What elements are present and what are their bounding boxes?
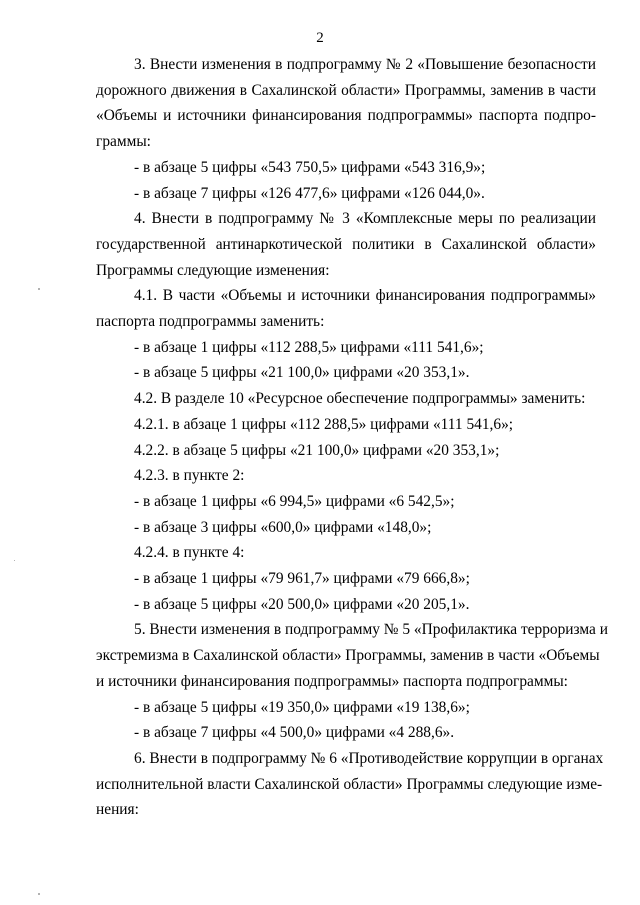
- paragraph-item-4: [96, 206, 596, 283]
- paragraph-line: паспорта подпрограммы заменить:: [96, 313, 325, 331]
- paragraph-item-5: [96, 617, 608, 694]
- paragraph-item-4-2-1: 4.2.1. в абзаце 1 цифры «112 288,5» цифрами «111 541,6»;: [134, 415, 514, 433]
- paragraph-line: Программы следующие изменения:: [96, 261, 330, 279]
- paragraph-item-4-2: 4.2. В разделе 10 «Ресурсное обеспечение подпрограммы» заменить:: [134, 390, 586, 408]
- paragraph-item-6: [96, 746, 604, 823]
- bullet-item: - в абзаце 1 цифры «79 961,7» цифрами «79 666,8»;: [134, 570, 470, 588]
- paragraph-item-4-2-3: 4.2.3. в пункте 2:: [134, 467, 245, 485]
- bullet-item: - в абзаце 5 цифры «543 750,5» цифрами «543 316,9»;: [134, 158, 486, 176]
- paragraph-line: 3. Внести изменения в подпрограмму № 2 «Повышение безопасности: [134, 56, 596, 73]
- bullet-item: - в абзаце 7 цифры «126 477,6» цифрами «126 044,0».: [134, 184, 485, 202]
- paragraph-line: дорожного движения в Сахалинской области» Программы, заменив в части: [96, 81, 596, 99]
- paragraph-item-3: [96, 52, 596, 155]
- paragraph-line: «Объемы и источники финансирования подпрограммы» паспорта подпро-: [96, 107, 596, 125]
- bullet-item: - в абзаце 5 цифры «21 100,0» цифрами «20 353,1».: [134, 364, 470, 382]
- paragraph-line: 4.1. В части «Объемы и источники финансирования подпрограммы»: [134, 287, 596, 305]
- paragraph-line: государственной антинаркотической политики в Сахалинской области»: [96, 235, 596, 253]
- paragraph-line: 5. Внести изменения в подпрограмму № 5 «Профилактика терроризма и: [134, 621, 608, 639]
- paragraph-line: нения:: [96, 801, 139, 819]
- bullet-item: - в абзаце 1 цифры «112 288,5» цифрами «111 541,6»;: [134, 338, 484, 356]
- bullet-item: - в абзаце 5 цифры «19 350,0» цифрами «19 138,6»;: [134, 698, 470, 716]
- paragraph-item-4-2-4: 4.2.4. в пункте 4:: [134, 544, 245, 562]
- paragraph-line: экстремизма в Сахалинской области» Программы, заменив в части «Объемы: [96, 647, 600, 665]
- paragraph-item-4-1: [96, 283, 596, 334]
- bullet-item: - в абзаце 1 цифры «6 994,5» цифрами «6 542,5»;: [134, 492, 455, 510]
- scan-speck: [38, 893, 40, 895]
- paragraph-item-4-2-2: 4.2.2. в абзаце 5 цифры «21 100,0» цифрами «20 353,1»;: [134, 441, 500, 459]
- paragraph-line: 4. Внести в подпрограмму № 3 «Комплексные меры по реализации: [134, 210, 596, 228]
- page-number: 2: [316, 30, 324, 46]
- paragraph-line: граммы:: [96, 133, 151, 151]
- bullet-item: - в абзаце 7 цифры «4 500,0» цифрами «4 288,6».: [134, 724, 455, 742]
- document-body: [96, 52, 608, 823]
- scan-speck: [38, 288, 40, 290]
- bullet-item: - в абзаце 3 цифры «600,0» цифрами «148,0»;: [134, 518, 432, 536]
- paragraph-line: 6. Внести в подпрограмму № 6 «Противодействие коррупции в органах: [134, 749, 604, 767]
- bullet-item: - в абзаце 5 цифры «20 500,0» цифрами «20 205,1».: [134, 595, 470, 613]
- paragraph-line: исполнительной власти Сахалинской области» Программы следующие изме-: [96, 775, 603, 793]
- scan-speck: [14, 560, 15, 561]
- paragraph-line: и источники финансирования подпрограммы» паспорта подпрограммы:: [96, 672, 568, 690]
